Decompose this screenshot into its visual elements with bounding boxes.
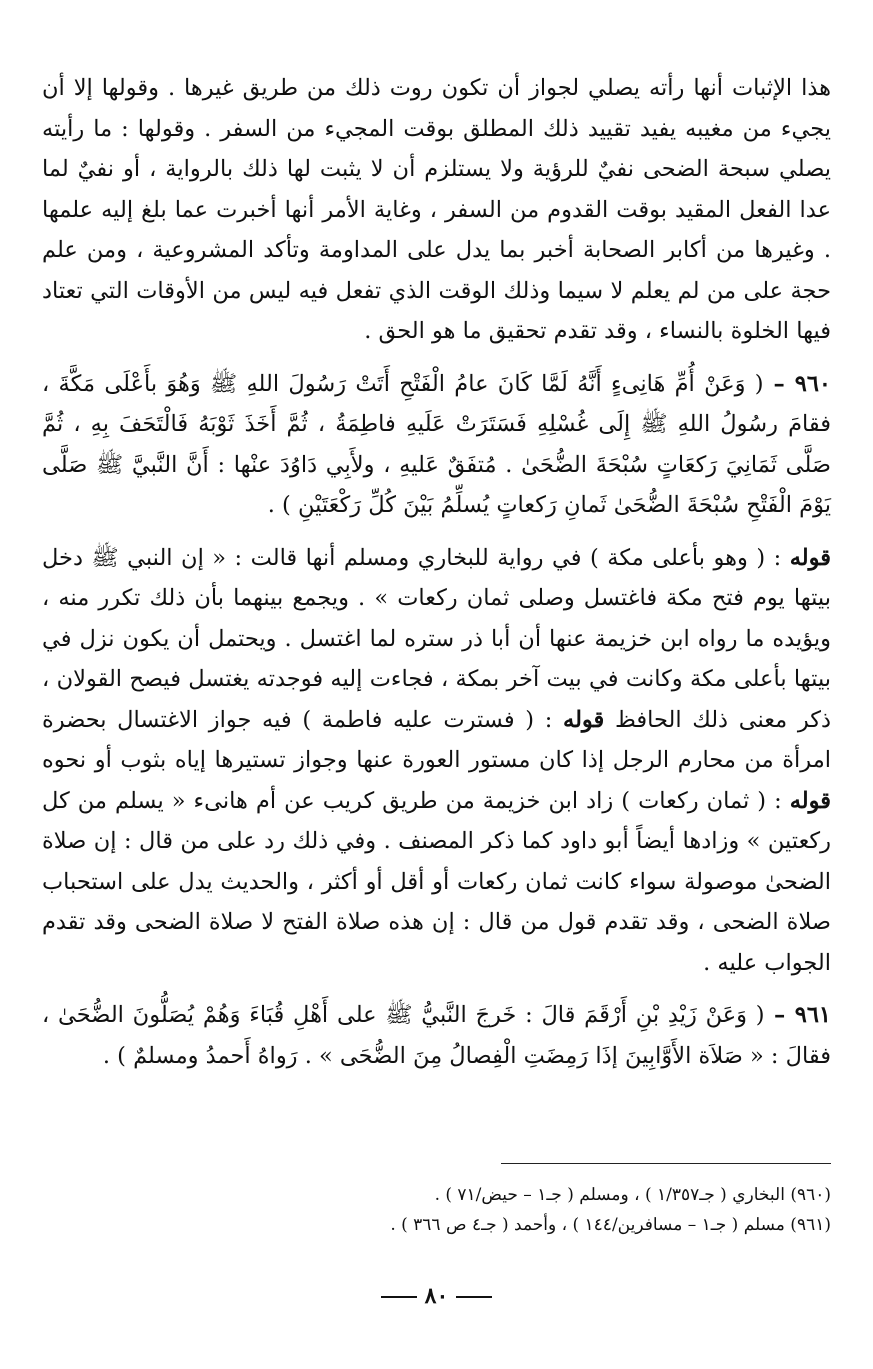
commentary-960-part-a: : ( وهو بأعلى مكة ) في رواية للبخاري ومسلم أنها قالت : « إن النبي ﷺ دخل بيتها يوم فتح مكة فاغتسل وصلى ثمان ركعات » . ويجمع بينهما بأن ذلك تكرر منه ، ويؤيده ما رواه ابن خزيمة عنها أن أبا ذر ستره لما اغتسل . ويحتمل أن يكون نزل في بيتها بأعلى مكة وكانت في بيت آخر بمكة ، فجاءت إليه فوجدته يغتسل فيصح القولان ، ذكر معنى ذلك الحافظ bbox=[42, 544, 832, 733]
page-number-value: ٨٠ bbox=[424, 1283, 449, 1309]
page-number-dash bbox=[456, 1296, 492, 1298]
hadith-961 bbox=[42, 995, 831, 1076]
footnote-divider bbox=[501, 1163, 831, 1164]
qawluhu-keyword: قوله bbox=[789, 787, 831, 814]
qawluhu-keyword: قوله bbox=[789, 544, 831, 571]
footnotes bbox=[42, 1180, 831, 1240]
hadith-960-text: ( وَعَنْ أُمِّ هَانِىءٍ أَنَّهُ لَمَّا كَانَ عامُ الْفَتْحِ أَتَتْ رَسُولَ اللهِ ﷺ وَهُوَ بأَعْلَى مَكَّةَ ، فقامَ رسُولُ اللهِ ﷺ إِلَى غُسْلِهِ فَسَتَرَتْ عَلَيهِ فاطِمَةُ ، ثُمَّ أَخَذَ ثَوْبَهُ فَالْتَحَفَ بِهِ ، ثُمَّ صَلَّى ثَمَانِيَ رَكعَاتٍ سُبْحَةَ الضُّحَىٰ . مُتفَقٌ عَليهِ ، ولأَبِي دَاوُدَ عنْها : أَنَّ النَّبيَّ ﷺ صَلَّى يَوْمَ الْفَتْحِ سُبْحَةَ الضُّحَىٰ ثَمانِ رَكعاتٍ يُسلِّمُ بَيْنَ كُلِّ رَكْعَتَيْنِ ) . bbox=[42, 370, 831, 518]
page-number-dash bbox=[381, 1296, 417, 1298]
footnote-961: (٩٦١) مسلم ( جـ١ – مسافرين/١٤٤ ) ، وأحمد ( جـ٤ ص ٣٦٦ ) . bbox=[390, 1215, 831, 1235]
page-number bbox=[0, 1283, 873, 1309]
commentary-960 bbox=[42, 538, 831, 984]
commentary-960-part-b: : ( فسترت عليه فاطمة ) فيه جواز الاغتسال بحضرة امرأة من محارم الرجل إذا كان مستور العورة عنها وجواز تستيرها إياه بثوب أو نحوه bbox=[42, 706, 831, 773]
hadith-960 bbox=[42, 364, 831, 526]
hadith-961-text: ( وَعَنْ زَيْدِ بْنِ أَرْقَمَ قالَ : خَرجَ النَّبيُّ ﷺ على أَهْلِ قُبَاءَ وَهُمْ يُصَلُّونَ الضُّحَىٰ ، فقالَ : « صَلاَة الأَوَّابِينَ إذَا رَمِضَتِ الْفِصالُ مِنَ الضُّحَى » . رَواهُ أَحمدُ ومسلمٌ ) . bbox=[42, 1002, 831, 1069]
commentary-960-part-c: : ( ثمان ركعات ) زاد ابن خزيمة من طريق كريب عن أم هانىء « يسلم من كل ركعتين » وزادها أيضاً أبو داود كما ذكر المصنف . وفي ذلك رد على من قال : إن صلاة الضحىٰ موصولة سواء كانت ثمان ركعات أو أقل أو أكثر ، والحديث يدل على استحباب صلاة الضحى ، وقد تقدم قول من قال : إن هذه صلاة الفتح لا صلاة الضحى وقد تقدم الجواب عليه . bbox=[42, 787, 831, 976]
hadith-961-number: ٩٦١ – bbox=[764, 1002, 831, 1028]
qawluhu-keyword: قوله bbox=[563, 706, 605, 733]
commentary-paragraph-continued: هذا الإثبات أنها رأته يصلي لجواز أن تكون روت ذلك من طريق غيرها . وقولها إلا أن يجيء من مغيبه يفيد تقييد ذلك المطلق بوقت المجيء من السفر . وقولها : ما رأيته يصلي سبحة الضحى نفيٌ للرؤية ولا يستلزم أن لا يثبت لها ذلك بالرواية ، أو نفيٌ لما عدا الفعل المقيد بوقت القدوم من السفر ، وغاية الأمر أنها أخبرت عما بلغ إليه علمها . وغيرها من أكابر الصحابة أخبر بما يدل على المداومة وتأكد المشروعية ، ومن علم حجة على من لم يعلم لا سيما وذلك الوقت الذي تفعل فيه ليس من الأوقات التي تعتاد فيها الخلوة بالنساء ، وقد تقدم تحقيق ما هو الحق . bbox=[42, 75, 831, 344]
footnote-960: (٩٦٠) البخاري ( جـ١/٣٥٧ ) ، ومسلم ( جـ١ – حيض/٧١ ) . bbox=[434, 1185, 831, 1205]
hadith-960-number: ٩٦٠ – bbox=[763, 370, 831, 397]
